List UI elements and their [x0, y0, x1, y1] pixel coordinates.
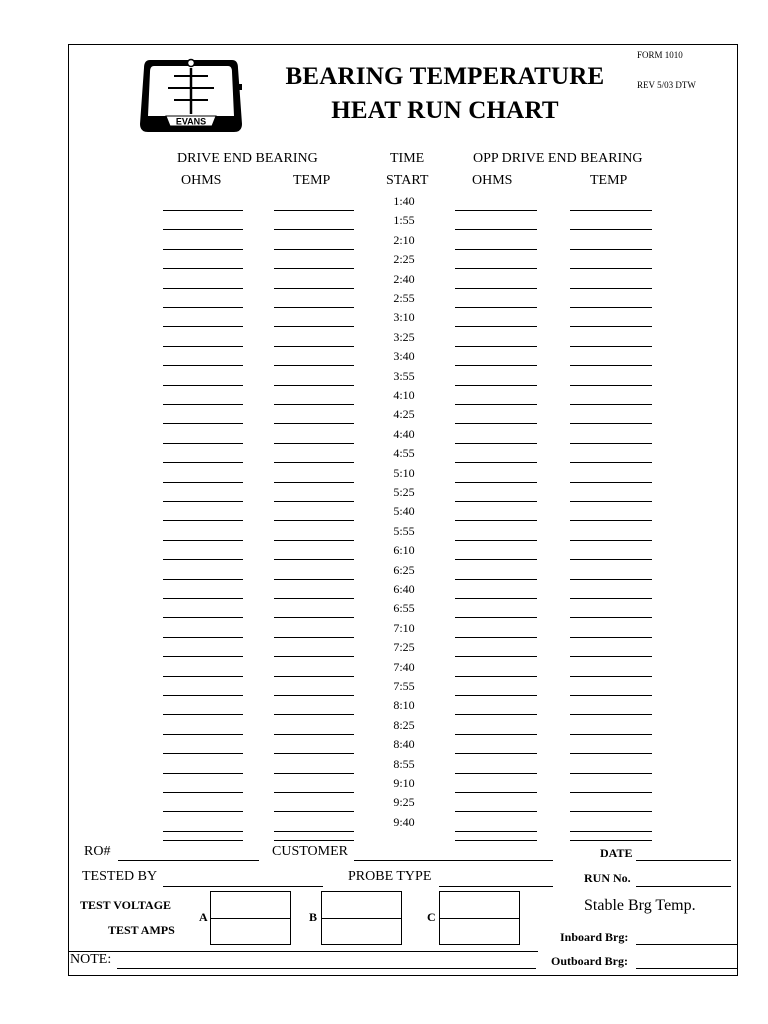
logo-text: EVANS [175, 116, 207, 127]
drive-end-temp-line[interactable] [274, 385, 354, 386]
opp-drive-end-ohms-line[interactable] [455, 559, 537, 560]
drive-end-ohms-line[interactable] [163, 695, 243, 696]
time-label: 4:10 [393, 388, 415, 402]
opp-drive-end-ohms-line[interactable] [455, 811, 537, 812]
inboard-brg-label: Inboard Brg: [560, 930, 629, 944]
drive-end-ohms-line[interactable] [163, 734, 243, 735]
drive-end-temp-line[interactable] [274, 579, 354, 580]
title-line-1: BEARING TEMPERATURE [285, 63, 605, 90]
opp-drive-end-temp-line[interactable] [570, 637, 652, 638]
drive-end-ohms-line[interactable] [163, 840, 243, 841]
opp-drive-end-temp-line[interactable] [570, 443, 652, 444]
drive-end-ohms-line[interactable] [163, 617, 243, 618]
drive-end-ohms-line[interactable] [163, 540, 243, 541]
time-label: 7:40 [393, 659, 415, 674]
ro-field[interactable] [118, 860, 259, 861]
note-label: NOTE: [70, 952, 112, 967]
drive-end-temp-line[interactable] [274, 753, 354, 754]
opp-drive-end-ohms-line[interactable] [455, 579, 537, 580]
outboard-brg-field[interactable] [636, 968, 738, 969]
drive-end-ohms-line[interactable] [163, 598, 243, 599]
opp-drive-end-temp-line[interactable] [570, 734, 652, 735]
drive-end-temp-line[interactable] [274, 443, 354, 444]
opp-drive-end-ohms-line[interactable] [455, 637, 537, 638]
phase-c-label: C [427, 910, 436, 924]
date-field[interactable] [636, 860, 731, 861]
drive-end-ohms-line[interactable] [163, 676, 243, 677]
opp-drive-end-temp-line[interactable] [570, 598, 652, 599]
temp-header-right: TEMP [590, 173, 628, 188]
opp-drive-end-ohms-line[interactable] [455, 773, 537, 774]
drive-end-ohms-line[interactable] [163, 753, 243, 754]
time-label: 4:25 [393, 407, 415, 422]
drive-end-temp-line[interactable] [274, 326, 354, 327]
ohms-header-left: OHMS [181, 173, 222, 188]
form-revision: REV 5/03 DTW [637, 80, 696, 90]
date-label: DATE [600, 846, 633, 860]
opp-drive-end-temp-line[interactable] [570, 210, 652, 211]
opp-drive-end-temp-line[interactable] [570, 840, 652, 841]
opp-drive-end-temp-line[interactable] [570, 307, 652, 308]
drive-end-ohms-line[interactable] [163, 520, 243, 521]
opp-drive-end-ohms-line[interactable] [455, 676, 537, 677]
drive-end-temp-line[interactable] [274, 229, 354, 230]
time-label: 1:55 [393, 213, 415, 228]
drive-end-temp-line[interactable] [274, 617, 354, 618]
opp-drive-end-ohms-line[interactable] [455, 520, 537, 521]
time-header: TIME [390, 151, 425, 166]
time-label: 2:55 [393, 291, 415, 305]
time-label: 1:40 [393, 194, 415, 208]
time-label: 8:25 [393, 717, 415, 732]
test-voltage-label: TEST VOLTAGE [80, 898, 172, 912]
drive-end-temp-line[interactable] [274, 210, 354, 211]
drive-end-temp-line[interactable] [274, 520, 354, 521]
opp-drive-end-temp-line[interactable] [570, 559, 652, 560]
time-label: 9:25 [393, 795, 415, 810]
drive-end-ohms-line[interactable] [163, 365, 243, 366]
drive-end-ohms-line[interactable] [163, 288, 243, 289]
opp-drive-end-ohms-line[interactable] [455, 210, 537, 211]
time-label: 6:55 [393, 601, 415, 616]
phase-c-box[interactable] [439, 891, 520, 945]
time-label: 2:40 [393, 271, 415, 286]
time-label: 9:40 [393, 814, 415, 829]
opp-drive-end-temp-line[interactable] [570, 714, 652, 715]
drive-end-temp-line[interactable] [274, 695, 354, 696]
opp-drive-end-ohms-line[interactable] [455, 307, 537, 308]
opp-drive-end-ohms-line[interactable] [455, 229, 537, 230]
drive-end-temp-line[interactable] [274, 268, 354, 269]
opp-drive-end-temp-line[interactable] [570, 229, 652, 230]
time-label: 4:55 [393, 446, 415, 461]
opp-drive-end-temp-line[interactable] [570, 579, 652, 580]
title-line-2: HEAT RUN CHART [331, 97, 559, 124]
time-label: 3:10 [393, 310, 415, 325]
drive-end-temp-line[interactable] [274, 598, 354, 599]
opp-drive-end-temp-line[interactable] [570, 423, 652, 424]
opp-drive-end-temp-line[interactable] [570, 617, 652, 618]
drive-end-temp-line[interactable] [274, 714, 354, 715]
opp-drive-end-temp-line[interactable] [570, 385, 652, 386]
drive-end-temp-line[interactable] [274, 637, 354, 638]
opp-drive-end-ohms-line[interactable] [455, 714, 537, 715]
time-label: 3:55 [393, 368, 415, 383]
drive-end-temp-line[interactable] [274, 559, 354, 560]
opp-drive-end-ohms-line[interactable] [455, 695, 537, 696]
opp-drive-end-ohms-line[interactable] [455, 423, 537, 424]
time-label: 2:10 [393, 232, 415, 247]
run-no-field[interactable] [636, 886, 731, 887]
opp-drive-end-ohms-line[interactable] [455, 326, 537, 327]
opp-drive-end-ohms-line[interactable] [455, 501, 537, 502]
drive-end-temp-line[interactable] [274, 346, 354, 347]
opp-drive-end-temp-line[interactable] [570, 540, 652, 541]
drive-end-temp-line[interactable] [274, 288, 354, 289]
opp-drive-end-ohms-line[interactable] [455, 385, 537, 386]
drive-end-temp-line[interactable] [274, 365, 354, 366]
phase-b-box[interactable] [321, 891, 402, 945]
drive-end-temp-line[interactable] [274, 462, 354, 463]
opp-drive-end-temp-line[interactable] [570, 792, 652, 793]
outboard-brg-label: Outboard Brg: [551, 954, 629, 968]
drive-end-ohms-line[interactable] [163, 346, 243, 347]
note-field[interactable] [117, 968, 536, 969]
drive-end-ohms-line[interactable] [163, 307, 243, 308]
opp-drive-end-ohms-line[interactable] [455, 404, 537, 405]
drive-end-ohms-line[interactable] [163, 385, 243, 386]
drive-end-temp-line[interactable] [274, 811, 354, 812]
opp-drive-end-ohms-line[interactable] [455, 462, 537, 463]
opp-drive-end-ohms-line[interactable] [455, 617, 537, 618]
opp-drive-end-temp-line[interactable] [570, 365, 652, 366]
time-label: 8:55 [393, 756, 415, 771]
drive-end-ohms-line[interactable] [163, 637, 243, 638]
drive-end-ohms-line[interactable] [163, 482, 243, 483]
drive-end-temp-line[interactable] [274, 734, 354, 735]
form-number: FORM 1010 [637, 50, 683, 60]
time-label: 4:40 [393, 426, 415, 441]
time-label: 6:10 [393, 543, 415, 558]
drive-end-temp-line[interactable] [274, 307, 354, 308]
opp-drive-end-temp-line[interactable] [570, 501, 652, 502]
opp-drive-end-temp-line[interactable] [570, 811, 652, 812]
drive-end-temp-line[interactable] [274, 656, 354, 657]
drive-end-temp-line[interactable] [274, 482, 354, 483]
customer-field[interactable] [354, 860, 553, 861]
opp-drive-end-temp-line[interactable] [570, 346, 652, 347]
opp-drive-end-temp-line[interactable] [570, 695, 652, 696]
opp-drive-end-temp-line[interactable] [570, 462, 652, 463]
opp-drive-end-header: OPP DRIVE END BEARING [473, 151, 643, 166]
drive-end-temp-line[interactable] [274, 540, 354, 541]
opp-drive-end-ohms-line[interactable] [455, 831, 537, 832]
drive-end-ohms-line[interactable] [163, 773, 243, 774]
opp-drive-end-ohms-line[interactable] [455, 482, 537, 483]
drive-end-temp-line[interactable] [274, 404, 354, 405]
note-divider [68, 951, 538, 952]
phase-a-label: A [199, 910, 208, 924]
time-label: 2:25 [393, 252, 415, 267]
drive-end-ohms-line[interactable] [163, 229, 243, 230]
phase-b-label: B [309, 910, 318, 924]
drive-end-ohms-line[interactable] [163, 714, 243, 715]
drive-end-ohms-line[interactable] [163, 249, 243, 250]
drive-end-ohms-line[interactable] [163, 326, 243, 327]
drive-end-ohms-line[interactable] [163, 811, 243, 812]
opp-drive-end-ohms-line[interactable] [455, 443, 537, 444]
customer-label: CUSTOMER [272, 844, 348, 859]
tested-by-label: TESTED BY [82, 869, 158, 884]
probe-type-label: PROBE TYPE [348, 869, 432, 884]
time-label: 5:25 [393, 485, 415, 499]
time-label: 5:55 [393, 523, 415, 538]
ohms-header-right: OHMS [472, 173, 513, 188]
drive-end-temp-line[interactable] [274, 423, 354, 424]
opp-drive-end-ohms-line[interactable] [455, 840, 537, 841]
start-header: START [386, 173, 429, 188]
time-label: 3:40 [393, 349, 415, 364]
opp-drive-end-ohms-line[interactable] [455, 598, 537, 599]
drive-end-ohms-line[interactable] [163, 831, 243, 832]
run-no-label: RUN No. [584, 871, 631, 885]
probe-type-field[interactable] [439, 886, 553, 887]
drive-end-ohms-line[interactable] [163, 462, 243, 463]
opp-drive-end-temp-line[interactable] [570, 482, 652, 483]
opp-drive-end-temp-line[interactable] [570, 753, 652, 754]
stable-brg-temp-label: Stable Brg Temp. [584, 897, 696, 914]
temp-header-left: TEMP [293, 173, 331, 188]
time-label: 7:10 [393, 620, 415, 635]
time-label: 8:10 [393, 698, 415, 713]
time-label: 7:55 [393, 679, 415, 693]
drive-end-ohms-line[interactable] [163, 404, 243, 405]
opp-drive-end-ohms-line[interactable] [455, 346, 537, 347]
drive-end-temp-line[interactable] [274, 676, 354, 677]
ro-label: RO# [84, 844, 111, 859]
time-label: 5:40 [393, 504, 415, 519]
drive-end-header: DRIVE END BEARING [177, 151, 318, 166]
drive-end-ohms-line[interactable] [163, 656, 243, 657]
opp-drive-end-ohms-line[interactable] [455, 753, 537, 754]
time-label: 9:10 [393, 776, 415, 790]
time-label: 3:25 [393, 329, 415, 344]
time-label: 8:40 [393, 737, 415, 752]
opp-drive-end-ohms-line[interactable] [455, 249, 537, 250]
drive-end-temp-line[interactable] [274, 831, 354, 832]
opp-drive-end-ohms-line[interactable] [455, 540, 537, 541]
drive-end-ohms-line[interactable] [163, 501, 243, 502]
opp-drive-end-ohms-line[interactable] [455, 734, 537, 735]
drive-end-ohms-line[interactable] [163, 443, 243, 444]
drive-end-ohms-line[interactable] [163, 423, 243, 424]
opp-drive-end-ohms-line[interactable] [455, 792, 537, 793]
drive-end-ohms-line[interactable] [163, 579, 243, 580]
opp-drive-end-temp-line[interactable] [570, 676, 652, 677]
opp-drive-end-ohms-line[interactable] [455, 656, 537, 657]
phase-a-box[interactable] [210, 891, 291, 945]
drive-end-ohms-line[interactable] [163, 792, 243, 793]
opp-drive-end-ohms-line[interactable] [455, 268, 537, 269]
test-amps-label: TEST AMPS [108, 923, 175, 937]
drive-end-temp-line[interactable] [274, 501, 354, 502]
drive-end-temp-line[interactable] [274, 840, 354, 841]
opp-drive-end-temp-line[interactable] [570, 404, 652, 405]
time-label: 6:25 [393, 562, 415, 577]
drive-end-ohms-line[interactable] [163, 559, 243, 560]
opp-drive-end-temp-line[interactable] [570, 268, 652, 269]
time-label: 6:40 [393, 582, 415, 596]
drive-end-ohms-line[interactable] [163, 210, 243, 211]
opp-drive-end-temp-line[interactable] [570, 520, 652, 521]
opp-drive-end-temp-line[interactable] [570, 656, 652, 657]
opp-drive-end-temp-line[interactable] [570, 773, 652, 774]
opp-drive-end-ohms-line[interactable] [455, 288, 537, 289]
drive-end-ohms-line[interactable] [163, 268, 243, 269]
inboard-brg-field[interactable] [636, 944, 738, 945]
opp-drive-end-temp-line[interactable] [570, 326, 652, 327]
opp-drive-end-temp-line[interactable] [570, 831, 652, 832]
opp-drive-end-ohms-line[interactable] [455, 365, 537, 366]
tested-by-field[interactable] [163, 886, 323, 887]
drive-end-temp-line[interactable] [274, 773, 354, 774]
opp-drive-end-temp-line[interactable] [570, 249, 652, 250]
time-label: 7:25 [393, 640, 415, 655]
opp-drive-end-temp-line[interactable] [570, 288, 652, 289]
drive-end-temp-line[interactable] [274, 249, 354, 250]
drive-end-temp-line[interactable] [274, 792, 354, 793]
time-label: 5:10 [393, 465, 415, 480]
